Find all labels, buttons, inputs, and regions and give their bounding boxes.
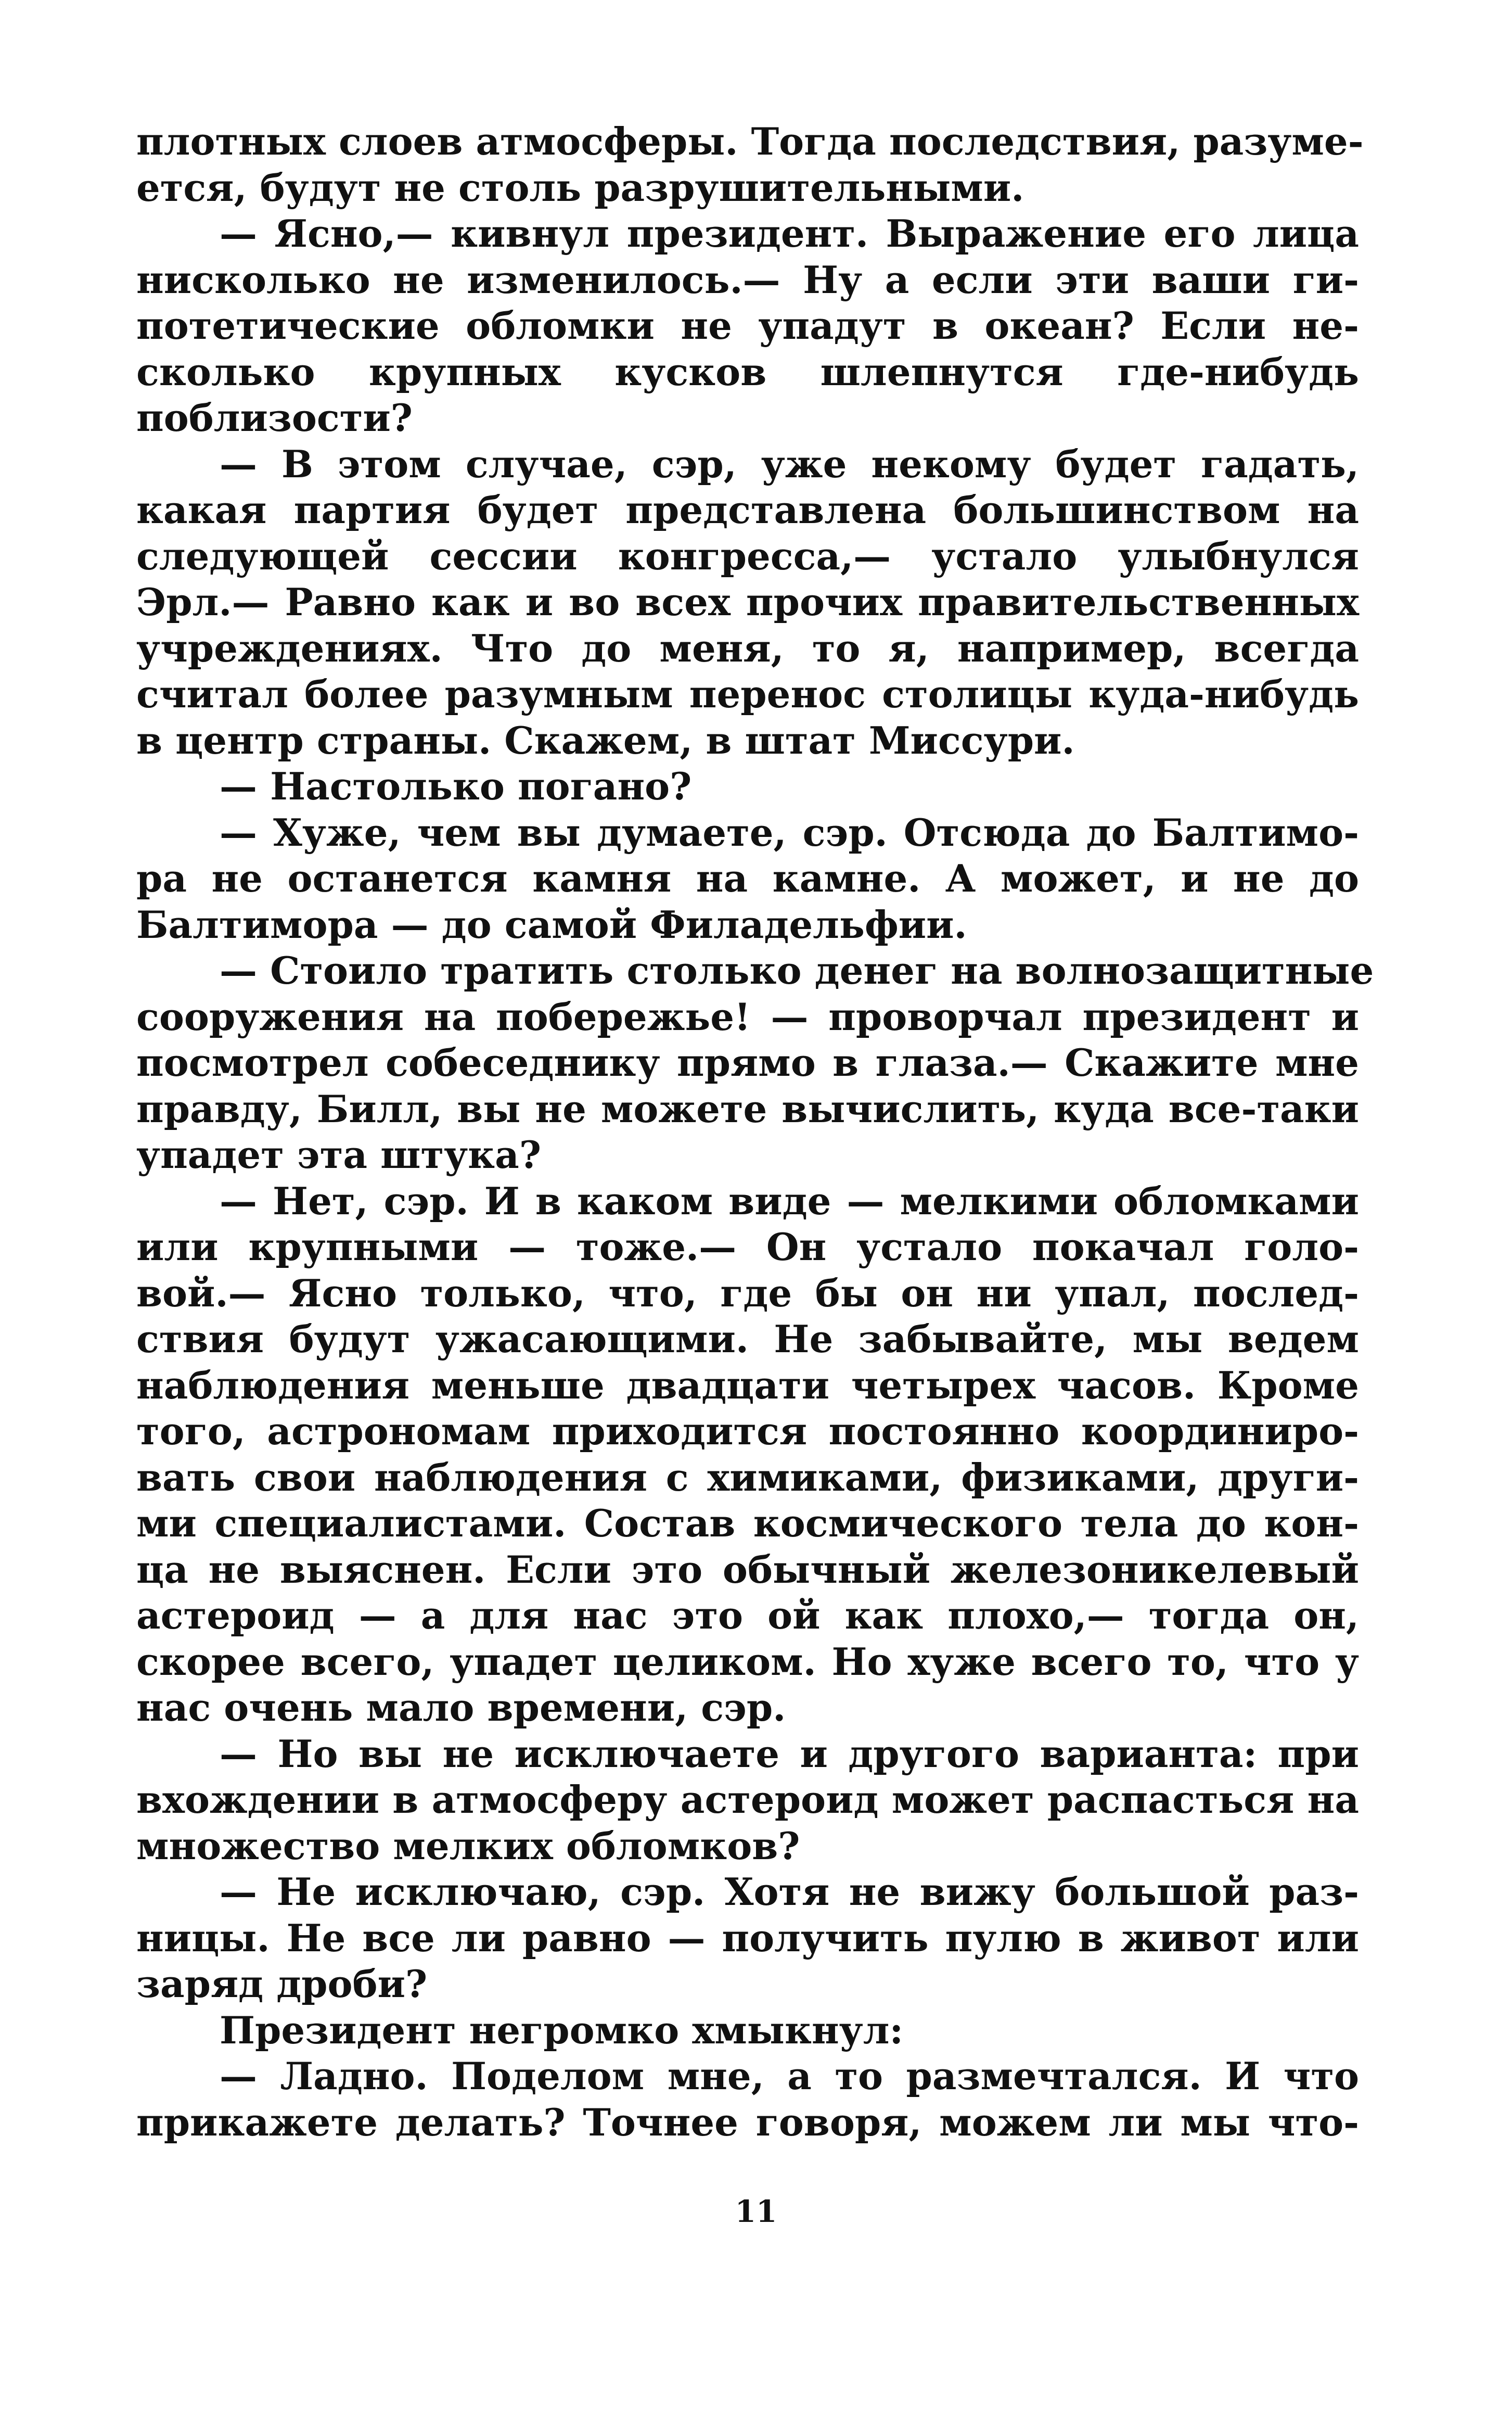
text-line: ницы. Не все ли равно — получить пулю в живот или — [136, 1915, 1359, 1960]
text-line: — Не исключаю, сэр. Хотя не вижу большой раз- — [220, 1870, 1359, 1914]
text-line: — Но вы не исключаете и другого варианта: при — [220, 1731, 1359, 1776]
text-line: множество мелких обломков? — [136, 1823, 800, 1868]
text-line: ется, будут не столь разрушительными. — [136, 165, 1024, 210]
text-line: считал более разумным перенос столицы куда-нибудь — [136, 672, 1359, 716]
text-line: — Настолько погано? — [220, 764, 692, 808]
text-line: следующей сессии конгресса,— устало улыбнулся — [136, 533, 1359, 578]
text-line: ца не выяснен. Если это обычный железоникелевый — [136, 1547, 1359, 1592]
text-line: Президент негромко хмыкнул: — [220, 2007, 904, 2052]
text-line: или крупными — тоже.— Он устало покачал голо- — [136, 1225, 1359, 1269]
body-text — [136, 119, 1374, 2145]
text-line: — Ладно. Поделом мне, а то размечтался. И что — [220, 2054, 1359, 2098]
page-number: 11 — [735, 2194, 777, 2229]
text-line: вой.— Ясно только, что, где бы он ни упал, послед- — [136, 1270, 1359, 1315]
text-line: — Нет, сэр. И в каком виде — мелкими обломками — [220, 1178, 1359, 1223]
text-line: Балтимора — до самой Филадельфии. — [136, 902, 967, 947]
text-line: упадет эта штука? — [136, 1133, 542, 1177]
text-line: поблизости? — [136, 396, 413, 440]
text-line: правду, Билл, вы не можете вычислить, куда все-таки — [136, 1086, 1359, 1131]
text-line: потетические обломки не упадут в океан? Если не- — [136, 303, 1359, 348]
text-line: скорее всего, упадет целиком. Но хуже всего то, что у — [136, 1639, 1359, 1684]
text-line: прикажете делать? Точнее говоря, можем ли мы что- — [136, 2100, 1359, 2144]
text-line: наблюдения меньше двадцати четырех часов. Кроме — [136, 1363, 1359, 1407]
text-line: ми специалистами. Состав космического тела до кон- — [136, 1501, 1359, 1545]
text-line: Эрл.— Равно как и во всех прочих правительственных — [136, 580, 1359, 624]
text-line: нисколько не изменилось.— Ну а если эти ваши ги- — [136, 257, 1359, 302]
text-line: вхождении в атмосферу астероид может распасться на — [136, 1777, 1359, 1822]
text-line: — Ясно,— кивнул президент. Выражение его лица — [220, 211, 1359, 256]
text-line: заряд дроби? — [136, 1962, 428, 2006]
text-line: ствия будут ужасающими. Не забывайте, мы ведем — [136, 1317, 1359, 1361]
text-line: плотных слоев атмосферы. Тогда последствия, разуме- — [136, 119, 1364, 163]
text-line: ра не останется камня на камне. А может, и не до — [136, 856, 1359, 900]
text-line: того, астрономам приходится постоянно координиро- — [136, 1409, 1359, 1453]
text-line: в центр страны. Скажем, в штат Миссури. — [136, 718, 1075, 762]
text-line: какая партия будет представлена большинством на — [136, 488, 1359, 532]
text-line: вать свои наблюдения с химиками, физиками, други- — [136, 1455, 1359, 1499]
text-line: сооружения на побережье! — проворчал президент и — [136, 994, 1359, 1039]
text-line: астероид — а для нас это ой как плохо,— тогда он, — [136, 1593, 1359, 1637]
text-line: учреждениях. Что до меня, то я, например, всегда — [136, 626, 1359, 670]
text-line: сколько крупных кусков шлепнутся где-нибудь — [136, 349, 1359, 394]
text-line: — Стоило тратить столько денег на волнозащитные — [220, 948, 1374, 993]
text-line: нас очень мало времени, сэр. — [136, 1685, 786, 1730]
text-line: — Хуже, чем вы думаете, сэр. Отсюда до Балтимо- — [220, 810, 1359, 855]
text-line: — В этом случае, сэр, уже некому будет гадать, — [220, 441, 1359, 486]
text-line: посмотрел собеседнику прямо в глаза.— Скажите мне — [136, 1040, 1359, 1085]
